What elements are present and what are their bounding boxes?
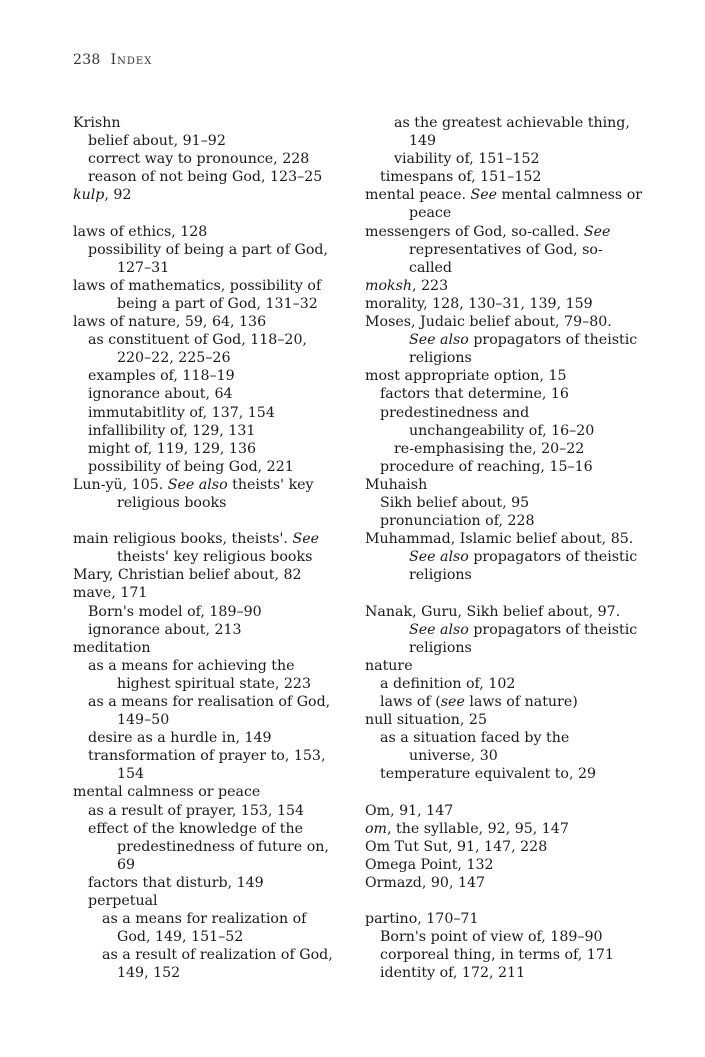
index-entry [73,584,351,602]
index-entry [365,168,643,186]
index-entry [73,458,351,476]
index-entry-text: laws of mathematics, possibility of [73,277,322,294]
index-column-left [73,114,351,983]
index-entry-text: moksh [365,277,413,294]
index-entry [365,331,643,349]
index-entry [73,422,351,440]
index-entry [365,729,643,747]
index-entry [73,385,351,403]
index-entry-text: messengers of God, so-called. [365,223,584,240]
index-entry [73,639,351,657]
index-entry [365,440,643,458]
index-entry-text: laws of ethics, 128 [73,223,208,240]
index-entry-text: factors that determine, 16 [380,386,569,403]
index-entry-text: infallibility of, 129, 131 [88,422,256,439]
index-entry-text: re-emphasising the, 20–22 [394,440,585,457]
index-entry [73,747,351,765]
index-entry [365,186,643,204]
index-entry-text: most appropriate option, 15 [365,368,567,385]
index-entry-text: religions [409,567,472,584]
index-entry-text: See also [167,476,228,493]
index-entry-text: Omega Point, 132 [365,856,494,873]
index-entry [365,204,643,222]
index-entry [73,910,351,928]
index-entry [73,367,351,385]
running-head [73,52,152,68]
index-entry-text: desire as a hurdle in, 149 [88,730,272,747]
index-entry-text: kulp [73,187,105,204]
index-entry-text: main religious books, theists'. [73,531,293,548]
index-entry-text: meditation [73,639,151,656]
index-entry [73,874,351,892]
index-entry-text: See also [409,621,469,638]
index-entry-text: Muhaish [365,476,428,493]
index-entry-text: Om Tut Sut, 91, 147, 228 [365,838,548,855]
index-entry-text: possibility of being God, 221 [88,458,294,475]
index-entry-text: laws of nature, 59, 64, 136 [73,314,267,331]
index-entry [365,802,643,820]
index-entry [365,241,643,259]
index-entry-text: unchangeability of, 16–20 [409,422,595,439]
index-entry [73,783,351,801]
index-entry-text: predestinedness of future on, [117,838,329,855]
index-entry [365,946,643,964]
index-entry-text: correct way to pronounce, 228 [88,151,310,168]
index-entry [73,404,351,422]
index-entry-text: corporeal thing, in terms of, 171 [380,947,614,964]
index-entry-text: 154 [117,766,145,783]
index-entry-text: as a means for realization of [102,911,307,928]
index-entry-text: predestinedness and [380,404,530,421]
index-entry-text: factors that disturb, 149 [88,874,264,891]
index-entry [365,259,643,277]
index-entry [73,295,351,313]
index-entry-text: possibility of being a part of God, [88,241,328,258]
index-entry [365,494,643,512]
index-entry-text: as constituent of God, 118–20, [88,332,307,349]
index-entry [365,675,643,693]
index-entry-text: representatives of God, so- [409,241,603,258]
index-entry [365,349,643,367]
index-entry-text: as the greatest achievable thing, [394,115,630,131]
index-entry-text: See also [409,332,469,349]
index-entry-text: as a means for achieving the [88,657,295,674]
index-entry [73,548,351,566]
index-entry-text: religious books [117,494,227,511]
index-entry-text: Krishn [73,115,121,131]
index-entry [365,476,643,494]
index-entry-text: Mary, Christian belief about, 82 [73,567,302,584]
index-entry-text: religions [409,639,472,656]
index-entry [365,693,643,711]
index-entry-text: See also [409,549,469,566]
index-entry [365,530,643,548]
index-entry-text: mave, 171 [73,585,148,602]
index-entry [73,729,351,747]
index-entry-text: morality, 128, 130–31, 139, 159 [365,295,593,312]
index-entry-text: partino, 170–71 [365,911,479,928]
index-entry [365,566,643,584]
index-spacer [365,783,643,801]
index-entry-text: 127–31 [117,259,170,276]
index-entry-text: Nanak, Guru, Sikh belief about, 97. [365,603,621,620]
index-entry [73,313,351,331]
index-entry [73,693,351,711]
index-entry [73,928,351,946]
index-entry-text: a definition of, 102 [380,675,516,692]
index-entry-text: 149–50 [117,712,170,729]
index-entry-text: Ormazd, 90, 147 [365,874,486,891]
index-entry-text: theists' key religious books [117,549,313,566]
index-entry [365,458,643,476]
index-entry-text: perpetual [88,893,158,910]
index-entry [73,621,351,639]
index-entry [73,711,351,729]
index-entry [73,802,351,820]
index-entry-text: as a result of prayer, 153, 154 [88,802,305,819]
index-entry-text: See [583,223,611,240]
index-entry-text: timespans of, 151–152 [380,169,542,186]
index-entry [73,946,351,964]
index-entry [73,223,351,241]
index-entry [73,186,351,204]
index-entry-text: immutabitlity of, 137, 154 [88,404,275,421]
index-entry-text: mental calmness or peace [73,784,261,801]
running-head-title: Index [110,52,153,68]
index-entry [365,820,643,838]
index-entry-text: Om, 91, 147 [365,802,454,819]
index-entry-text: Sikh belief about, 95 [380,494,530,511]
index-entry [365,114,643,132]
index-entry [73,241,351,259]
index-entry-text: examples of, 118–19 [88,368,235,385]
index-entry [365,404,643,422]
index-entry [73,277,351,295]
index-entry-text: reason of not being God, 123–25 [88,169,323,186]
index-entry-text: , 92 [104,187,132,204]
index-entry [365,313,643,331]
index-spacer [365,584,643,602]
index-entry [73,765,351,783]
index-entry-text: might of, 119, 129, 136 [88,440,257,457]
index-entry [73,675,351,693]
index-entry-text: mental calmness or [497,187,643,204]
index-entry [73,856,351,874]
index-entry [365,874,643,892]
index-entry-text: See [470,187,498,204]
index-entry-text: universe, 30 [409,748,498,765]
index-entry [365,295,643,313]
index-entry-text: being a part of God, 131–32 [117,295,318,312]
index-entry [365,132,643,150]
index-entry-text: pronunciation of, 228 [380,513,535,530]
index-entry [365,548,643,566]
index-entry-text: propagators of theistic [468,332,638,349]
index-entry-text: effect of the knowledge of the [88,820,304,837]
index-entry-text: see [440,694,465,710]
index-entry-text: highest spiritual state, 223 [117,675,311,692]
index-entry [365,223,643,241]
index-entry-text: null situation, 25 [365,712,487,729]
index-entry-text: propagators of theistic [468,621,638,638]
page-number: 238 [73,52,101,68]
index-entry [365,928,643,946]
index-entry-text: Muhammad, Islamic belief about, 85. [365,531,634,548]
index-entry [73,494,351,512]
index-entry [365,277,643,295]
index-entry-text: belief about, 91–92 [88,133,226,150]
index-entry-text: religions [409,350,472,367]
index-entry [73,964,351,982]
index-entry [365,367,643,385]
index-spacer [73,512,351,530]
index-entry [73,349,351,367]
index-entry [73,150,351,168]
index-entry-text: peace [409,205,452,222]
index-entry-text: as a means for realisation of God, [88,694,331,710]
index-entry-text: temperature equivalent to, 29 [380,766,597,783]
index-entry-text: as a result of realization of God, [102,947,333,964]
index-entry-text: Lun-yü, 105. [73,476,168,493]
index-entry-text: om [365,820,387,837]
index-entry [365,964,643,982]
index-entry-text: laws of ( [380,694,441,710]
index-entry-text: 220–22, 225–26 [117,350,231,367]
index-entry [365,603,643,621]
index-entry-text: 69 [117,856,136,873]
index-entry-text: ignorance about, 64 [88,386,233,403]
index-entry [73,566,351,584]
index-entry-text: , the syllable, 92, 95, 147 [387,820,569,837]
index-entry [73,603,351,621]
index-entry-text: as a situation faced by the [380,730,570,747]
index-entry [365,621,643,639]
index-entry [365,711,643,729]
index-entry [73,132,351,150]
index-entry-text: identity of, 172, 211 [380,965,526,982]
index-entry-text: viability of, 151–152 [394,151,540,168]
index-entry [73,259,351,277]
index-entry [73,657,351,675]
index-entry-text: See [292,531,319,548]
index-entry [73,530,351,548]
index-entry-text: theists' key [227,476,314,493]
index-column-right [365,114,643,983]
index-entry-text: 149, 152 [117,965,181,982]
index-entry [73,820,351,838]
index-entry [365,910,643,928]
index-entry-text: mental peace. [365,187,471,204]
index-entry-text: propagators of theistic [468,549,638,566]
index-entry [365,422,643,440]
index-entry-text: laws of nature) [464,694,578,710]
index-entry-text: Born's model of, 189–90 [88,603,262,620]
index-entry [365,385,643,403]
index-entry [365,838,643,856]
index-entry-text: nature [365,657,413,674]
index-entry-text: Moses, Judaic belief about, 79–80. [365,314,612,331]
index-entry [365,856,643,874]
index-entry [73,331,351,349]
index-entry-text: God, 149, 151–52 [117,929,244,946]
index-entry [73,838,351,856]
index-entry [365,657,643,675]
index-entry [73,476,351,494]
index-entry-text: called [409,259,452,276]
index-entry [365,747,643,765]
index-entry-text: ignorance about, 213 [88,621,242,638]
index-spacer [365,892,643,910]
index-entry-text: Born's point of view of, 189–90 [380,929,603,946]
index-entry-text: 149 [409,133,437,150]
index-entry [365,765,643,783]
index-entry [73,114,351,132]
index-entry [365,639,643,657]
index-entry [365,150,643,168]
index-entry-text: procedure of reaching, 15–16 [380,458,593,475]
index-entry [73,440,351,458]
index-spacer [73,204,351,222]
index-entry [73,892,351,910]
index-entry [365,512,643,530]
index-entry [73,168,351,186]
index-entry-text: transformation of prayer to, 153, [88,748,326,765]
index-entry-text: , 223 [412,277,449,294]
